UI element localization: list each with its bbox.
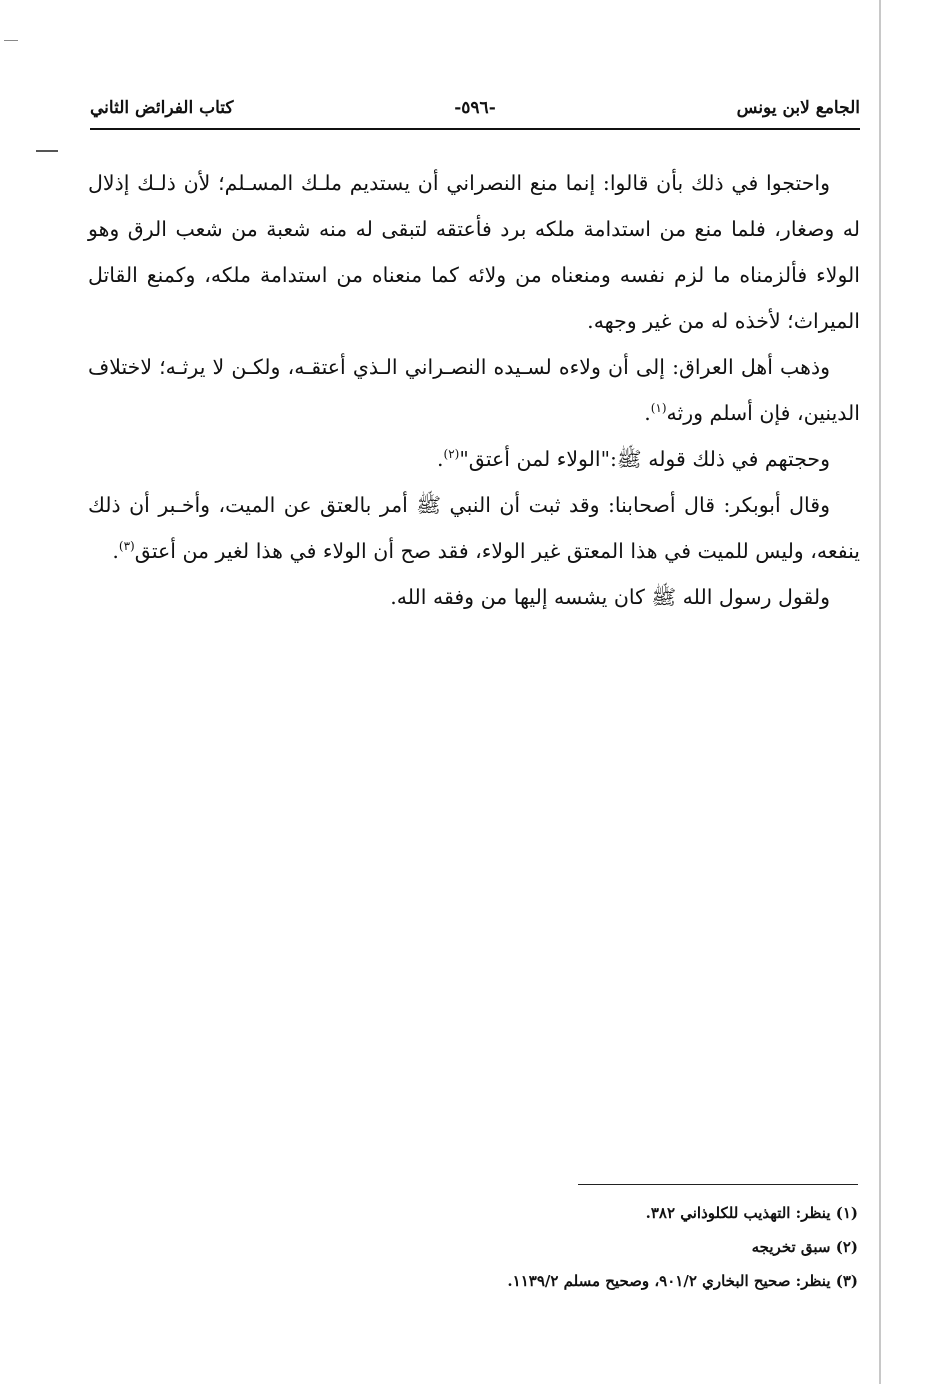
header-rule [90, 128, 860, 130]
scan-mark [36, 150, 58, 152]
chapter-title: كتاب الفرائض الثاني [90, 98, 234, 118]
footnote-ref: (١) [650, 401, 667, 416]
paragraph [88, 436, 860, 482]
footnote: (٣) ينظر: صحيح البخاري ٩٠١/٢، وصحيح مسلم ١١٣٩/٢. [507, 1272, 858, 1290]
main-text [88, 160, 860, 620]
paragraph [88, 344, 860, 436]
footnote-separator [578, 1184, 858, 1185]
paragraph-text: وحجتهم في ذلك قوله ﷺ:"الولاء لمن أعتق" [459, 447, 830, 471]
running-header [90, 96, 860, 130]
paragraph-end: . [436, 447, 444, 471]
paragraph-text: وذهب أهل العراق: إلى أن ولاءه لسـيده النصـراني الـذي أعتقـه، ولكـن لا يرثـه؛ لاختلاف الدينين، فإن أسلم ورثه [88, 355, 860, 425]
footnote: (٢) سبق تخريجه [751, 1238, 858, 1256]
paragraph-end: . [112, 539, 119, 563]
paragraph: واحتجوا في ذلك بأن قالوا: إنما منع النصراني أن يستديم ملـك المسـلم؛ لأن ذلـك إذلال له وصغار، فلما منع من استدامة ملكه برد فأعتقه لتبقى له منه شعبة من شعب الرق وهو الولاء فألزمناه ما لزم نفسه ومنعناه من ولائه كما منعناه من استدامة ملكه، وكمنع القاتل الميراث؛ لأخذه له من غير وجهه. [88, 171, 860, 333]
paragraph: ولقول رسول الله ﷺ كان يشسه إليها من وفقه الله. [390, 585, 830, 609]
paragraph-text: وقال أبوبكر: قال أصحابنا: وقد ثبت أن النبي ﷺ أمر بالعتق عن الميت، وأخـبر أن ذلك ينفعه، وليس للميت في هذا المعتق غير الولاء، فقد صح أن الولاء في هذا لغير من أعتق [88, 493, 860, 563]
scan-mark [4, 40, 18, 41]
footnote-ref: (٣) [118, 539, 135, 554]
footnote: (١) ينظر: التهذيب للكلوذاني ٣٨٢. [645, 1204, 858, 1222]
paragraph [88, 482, 860, 574]
paragraph-end: . [644, 401, 651, 425]
page-number: -٥٩٦- [454, 98, 496, 118]
footnotes [300, 1196, 858, 1298]
footnote-ref: (٢) [443, 447, 460, 462]
scan-edge-shadow [879, 0, 881, 1384]
book-title: الجامع لابن يونس [736, 98, 860, 118]
